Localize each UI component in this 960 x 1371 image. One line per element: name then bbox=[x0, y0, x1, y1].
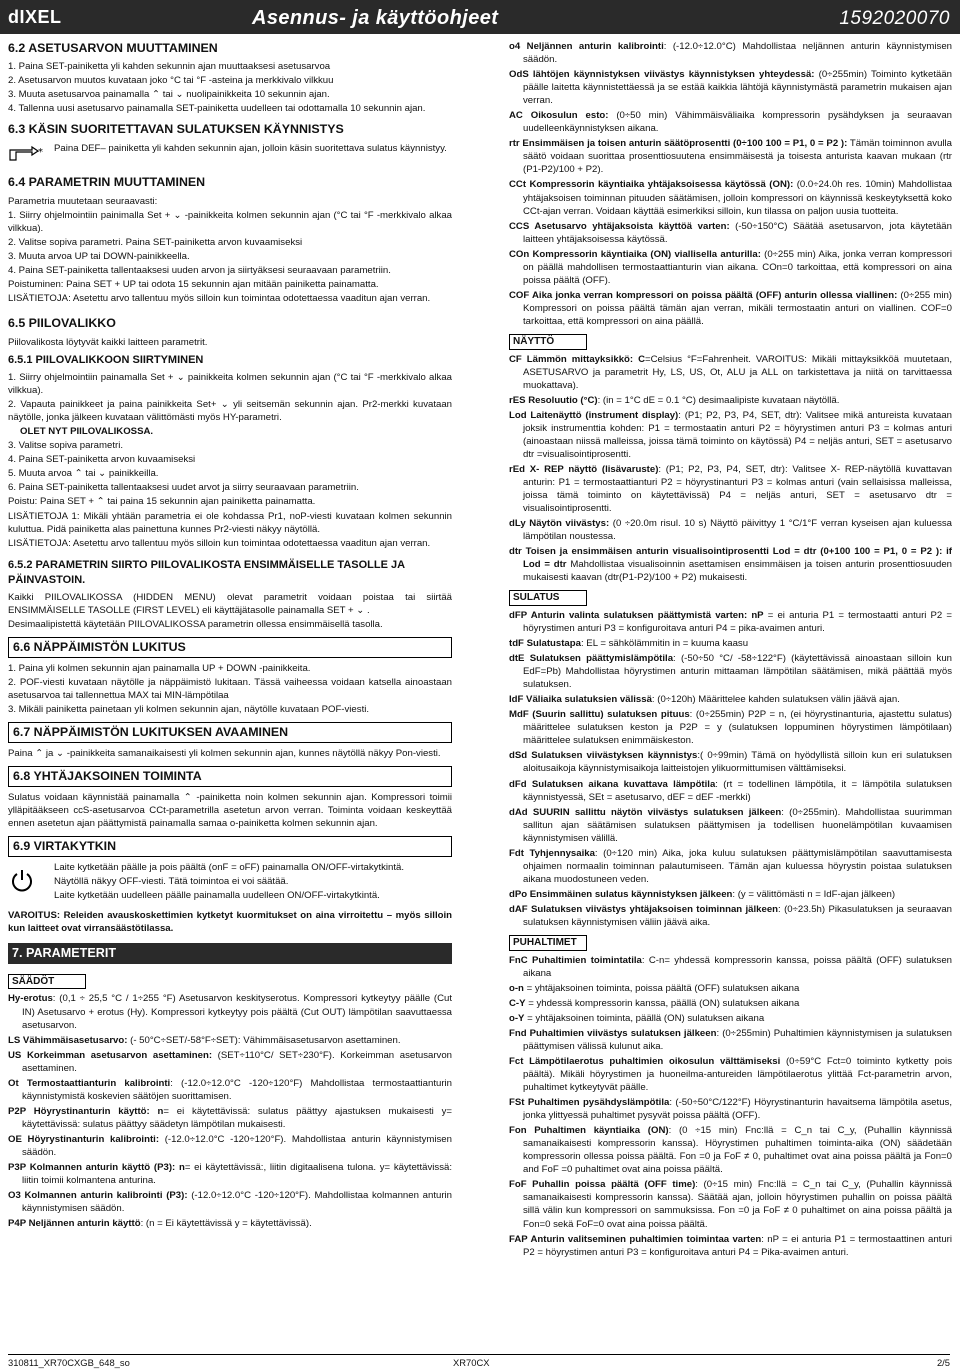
parameter-description: : (0,1 ÷ 25,5 °C / 1÷255 °F) Asetusarvon keskityserotus. Kompressori kytkeytyy päälle (Cut IN) Asetusarvo + erotus (Hy). Kompressori kytkeytyy pois päältä (Cut OUT) lämpötilan saavuttaessa asetusarvon. bbox=[22, 993, 452, 1031]
parameter-key: O3 Kolmannen anturin kalibrointi (P3): bbox=[8, 1190, 188, 1202]
list-item: 1. Paina SET-painiketta yli kahden sekunnin ajan muuttaaksesi asetusarvoa bbox=[8, 60, 331, 72]
parameter-description: = ei käytettävissä:, liitin digitaalisena tulona. y= käytettävissä: liitin toimii kolmantena anturina. bbox=[22, 1162, 452, 1187]
list-item: 4. Tallenna uusi asetusarvo painamalla SET-painiketta uudelleen tai odottamalla 10 sekunnin ajan. bbox=[8, 103, 426, 114]
parameter-description: : (0÷120 min) Aika, joka kuluu sulatuksen päättymislämpötilan saavuttamisesta ohjaimen normaalin toiminnan palautumiseen. Tämän ajan kuluessa höyrystin poistaa sulatuksen aikana muodostuneen veden. bbox=[523, 847, 952, 885]
parameter-description: : (-50÷50°C/122°F) Höyrystinanturin havaitsema lämpötila asetus, jonka ylittyessä puhaltimet pysyvät poissa päältä (OFF). bbox=[523, 1097, 952, 1122]
parameter-description: : (rt = todellinen lämpötila, it = lämpötila sulatuksen käynnistyessä, SEt = asetusarvo, dEF = dEF -merkki) bbox=[523, 778, 952, 803]
list-item: 1. Paina yli kolmen sekunnin ajan painamalla UP + DOWN -painikkeita. bbox=[8, 662, 311, 674]
parameter-entry bbox=[509, 1055, 952, 1094]
list-item: 4. Paina SET-painiketta tallentaaksesi uuden arvon ja siirtyäksesi seuraavaan parametriin. bbox=[8, 265, 391, 277]
parameter-key: rES Resoluutio (°C) bbox=[509, 394, 598, 406]
parameter-entry bbox=[509, 997, 952, 1010]
section-6-5-1-title: 6.5.1 PIILOVALIKKOON SIIRTYMINEN bbox=[8, 354, 204, 367]
parameter-entry bbox=[509, 545, 952, 584]
left-parameter-list bbox=[8, 992, 452, 1230]
parameter-entry bbox=[509, 982, 952, 995]
tag-fans: PUHALTIMET bbox=[509, 935, 587, 951]
parameter-description: : (-12.0÷12.0°C -120÷120°F) Mahdollistaa termostaattianturin käynnistymistä koskevien säätöjen suorittamisen. bbox=[22, 1077, 452, 1102]
parameter-key: P4P Neljännen anturin käyttö bbox=[8, 1218, 141, 1230]
section-6-2-list bbox=[8, 60, 452, 115]
parameter-key: dLy Näytön viivästys: bbox=[509, 518, 610, 530]
parameter-entry bbox=[509, 652, 952, 691]
parameter-description: (0÷255 min) Aika, jonka verran kompressori on päällä mahdollisen termostaattianturin vian aikana. COn=0 tarkoittaa, että kompressori on aina poissa päältä (OFF). bbox=[523, 248, 952, 286]
parameter-entry bbox=[509, 954, 952, 980]
parameter-description: Mahdollistaa visualisoinnin asettamisen ensimmäisen ja toisen anturin prosenttiosuuden mukaisesti kaavan (dtr(P1-P2)/100 + P2) mukaisesti. bbox=[523, 559, 952, 584]
parameter-entry bbox=[509, 1178, 952, 1230]
parameter-description: (0 ÷20.0m risul. 10 s) Näyttö päivittyy 1 °C/1°F verran kyseisen ajan kuluessa lämpötilan noustessa. bbox=[523, 518, 953, 543]
parameter-key: COF Aika jonka verran kompressori on poissa päältä (OFF) anturin ollessa viallinen: bbox=[509, 289, 898, 301]
parameter-description: : (y = välittömästi n = IdF-ajan jälkeen) bbox=[732, 888, 896, 900]
parameter-entry bbox=[509, 1233, 952, 1259]
parameter-description: : (in = 1°C dE = 0.1 °C) desimaalipiste kuvataan näytöllä. bbox=[597, 394, 840, 406]
parameter-key: OdS lähtöjen käynnistyksen viivästys käynnistyksen yhteydessä: bbox=[509, 69, 815, 81]
parameter-description: : (P1; P2, P3, P4, SET, dtr): Valitsee X- REP-näytöllä kuvattavan anturin: P1 = termostaattianturi P2 = höyrystinanturi P3 = kolmas anturi (vain sellaisissa malleissa, joissa tämä toiminto on käytettävissä) P4 = neljäs anturi, SET = asetusarvo dtr = visualisointiprosentti. bbox=[523, 463, 952, 515]
parameter-description: (0.0÷24.0h res. 10min) Mahdollistaa yhtäjaksoisen toiminnan pituuden säätämisen, jolloin kompressori on käynnissä keskeytyksettä koko CCt-ajan verran. Voidaan käyttää esimerkiksi silloin, kun tilassa on paljon uusia tuotteita. bbox=[523, 179, 952, 217]
parameter-key: rEd X- REP näyttö (lisävaruste) bbox=[509, 463, 659, 475]
parameter-key: dtr Toisen ja ensimmäisen anturin visualisointiprosentti Lod = dtr (0+100 100 = P1, 0 = P2 ): if Lod = dtr bbox=[509, 546, 952, 571]
parameter-description: : C-n= yhdessä kompressorin kanssa, poissa päältä (OFF) sulatuksen aikana bbox=[523, 954, 952, 979]
parameter-entry bbox=[509, 137, 952, 176]
list-item: 5. Muuta arvoa ⌃ tai ⌄ painikkeilla. bbox=[8, 468, 159, 480]
parameter-description: : (-50÷50 °C/ -58÷122°F) (käytettävissä ainoastaan silloin kun EdF=Pb) Mahdollistaa höyrystimen anturin mittaaman lämpötilan säätämisen, mikä päättää myös sulatuksen. bbox=[523, 653, 952, 691]
section-6-5-2-title: 6.5.2 PARAMETRIN SIIRTO PIILOVALIKOSTA ENSIMMÄISELLE TASOLLE JA PÄINVASTOIN. bbox=[8, 558, 405, 586]
parameter-entry bbox=[509, 847, 952, 886]
list-item: 4. Paina SET-painiketta arvon kuvaamiseksi bbox=[8, 454, 196, 466]
footer-model: XR70CX bbox=[453, 1357, 490, 1368]
parameter-entry bbox=[8, 1049, 452, 1075]
tag-display: NÄYTTÖ bbox=[509, 334, 587, 350]
list-item: 2. Valitse sopiva parametri. Paina SET-painiketta arvon kuvaamiseksi bbox=[8, 236, 303, 248]
parameter-entry bbox=[509, 289, 952, 328]
parameter-entry bbox=[509, 463, 952, 515]
parameter-description: (-12.0÷12.0°C -120÷120°F). Mahdollistaa anturin käynnistymisen säädön. bbox=[22, 1133, 452, 1158]
parameter-description: (0÷255 min) Kompressori on poissa päältä tämän ajan verran, mikäli termostaatin anturi on viallinen. COF=0 tarkoittaa, että kompressori on aina päällä. bbox=[523, 289, 952, 327]
parameter-description: : (0÷255min). Mahdollistaa suurimman sallitun ajan säätämisen sulatuksen päättymisen ja todellisen huonelämpötilan kuvaamisen käynnistymisen välillä. bbox=[523, 806, 952, 844]
parameter-entry bbox=[8, 1161, 452, 1187]
parameter-entry bbox=[509, 888, 952, 901]
parameter-key: FoF Puhallin poissa päältä (OFF time) bbox=[509, 1179, 696, 1191]
tag-settings: SÄÄDÖT bbox=[8, 974, 86, 990]
list-item: 3. Valitse sopiva parametri. bbox=[8, 440, 123, 452]
list-item: OLET NYT PIILOVALIKOSSA. bbox=[20, 426, 154, 438]
parameter-key: FnC Puhaltimien toimintatila bbox=[509, 954, 642, 966]
document-code: 1592020070 bbox=[839, 8, 950, 29]
parameter-key: Fct Lämpötilaerotus puhaltimien oikosulun välttämiseksi bbox=[509, 1055, 781, 1067]
left-column bbox=[8, 40, 452, 1232]
parameter-key: C-Y bbox=[509, 997, 526, 1009]
section-6-4-exit: Poistuminen: Paina SET + UP tai odota 15 sekunnin ajan mitään painiketta painamatta. bbox=[8, 279, 379, 291]
parameter-entry bbox=[8, 1133, 452, 1159]
parameter-entry bbox=[509, 609, 952, 635]
parameter-key: P2P Höyrystinanturin käyttö: n bbox=[8, 1105, 164, 1117]
list-item: 3. Muuta asetusarvoa painamalla ⌃ tai ⌄ nuolipainikkeita 10 sekunnin ajan. bbox=[8, 88, 330, 100]
parameter-description: = yhtäjaksoinen toiminta, poissa päältä (OFF) sulatuksen aikana bbox=[523, 982, 800, 994]
parameter-entry bbox=[8, 992, 452, 1031]
parameter-entry bbox=[8, 1217, 452, 1230]
parameter-entry bbox=[8, 1189, 452, 1215]
parameter-entry bbox=[509, 749, 952, 775]
parameter-entry bbox=[509, 409, 952, 461]
parameter-entry bbox=[509, 40, 952, 66]
section-6-5-note2: LISÄTIETOJA: Asetettu arvo tallentuu myös silloin kun toimintaa odotettaessa vaaditun ajan verran. bbox=[8, 537, 431, 549]
parameter-key: dFP Anturin valinta sulatuksen päättymistä varten: nP bbox=[509, 609, 764, 621]
parameter-entry bbox=[8, 1034, 452, 1047]
parameter-key: AC Oikosulun esto: bbox=[509, 110, 609, 122]
parameter-key: rtr Ensimmäisen ja toisen anturin säätöprosentti (0÷100 100 = P1, 0 = P2 ): bbox=[509, 138, 848, 150]
parameter-key: LS Vähimmäisasetusarvo: bbox=[8, 1034, 128, 1046]
parameter-description: : (0÷255min) Puhaltimien käynnistymisen ja sulatuksen päättymisen välissä kulunut aika. bbox=[523, 1027, 952, 1052]
parameter-key: COn Kompressorin käyntiaika (ON) viallisella anturilla: bbox=[509, 248, 761, 260]
parameter-key: Fnd Puhaltimien viivästys sulatuksen jälkeen bbox=[509, 1027, 717, 1039]
parameter-key: CF Lämmön mittayksikkö: C bbox=[509, 353, 646, 365]
parameter-description: (- 50°C÷SET/-58°F÷SET): Vähimmäisasetusarvon asettaminen. bbox=[127, 1034, 401, 1046]
list-item: 2. Vapauta painikkeet ja paina painikkeita Set+ ⌄ yli seitsemän sekunnin ajan. Pr2-merkki kuvataan näytölle, jonka jälkeen kuvataan välittömästi myös HY-parametri. bbox=[8, 399, 452, 424]
parameter-key: OE Höyrystinanturin kalibrointi: bbox=[8, 1133, 160, 1145]
parameter-entry bbox=[509, 517, 952, 543]
section-6-9-line: Näytöllä näkyy OFF-viesti. Tätä toimintoa ei voi säätää. bbox=[54, 875, 289, 887]
parameter-description: = yhdessä kompressorin kanssa, päällä (ON) sulatuksen aikana bbox=[525, 997, 800, 1009]
parameter-entry bbox=[509, 903, 952, 929]
section-6-4-note: LISÄTIETOJA: Asetettu arvo tallentuu myös silloin kun toimintaa odotettaessa vaaditun ajan verran. bbox=[8, 293, 431, 305]
parameter-description: : (0÷120h) Määrittelee kahden sulatuksen välin jäävä ajan. bbox=[651, 694, 900, 706]
parameter-key: dPo Ensimmäinen sulatus käynnistyksen jälkeen bbox=[509, 888, 733, 900]
parameter-entry bbox=[509, 778, 952, 804]
list-item: 6. Paina SET-painiketta tallentaaksesi uudet arvot ja siirry seuraavaan parametriin. bbox=[8, 482, 359, 494]
section-6-3-title: 6.3 KÄSIN SUORITETTAVAN SULATUKSEN KÄYNNISTYS bbox=[8, 122, 344, 137]
section-6-7-text: Paina ⌃ ja ⌄ -painikkeita samanaikaisesti yli kolmen sekunnin ajan, kunnes näytöllä näkyy Pon-viesti. bbox=[8, 747, 441, 759]
section-6-9-body bbox=[8, 861, 452, 903]
parameter-description: = ei anturia P1 = termostaatti anturi P2 = höyrystimen anturi P3 = konfiguroitava anturi P4 = pika-avaimen anturi. bbox=[523, 609, 953, 635]
parameter-key: US Korkeimman asetusarvon asettaminen: bbox=[8, 1049, 213, 1061]
parameter-entry bbox=[509, 68, 952, 107]
section-6-3-text: Paina DEF– painiketta yli kahden sekunnin ajan, jolloin käsin suoritettava sulatus käynnistyy. bbox=[54, 142, 447, 154]
parameter-description: Tämän toiminnon avulla säätö voidaan suorittaa prosenttiosuutena ensimmäisestä ja toisesta anturista kaavan mukaan (rtr (P1-P2)/100 + P2). bbox=[523, 138, 952, 176]
parameter-key: o-Y bbox=[509, 1012, 525, 1024]
section-6-8-title: 6.8 YHTÄJAKSOINEN TOIMINTA bbox=[8, 766, 452, 787]
section-7-title: 7. PARAMETERIT bbox=[8, 943, 452, 964]
section-6-5-note1: LISÄTIETOJA 1: Mikäli yhtään parametria ei ole kohdassa Pr1, noP-viesti kuvataan kolmen sekunnin kuluttua. Pidä painiketta alas painettuna kunnes Pr2-viesti näkyy näytöllä. bbox=[8, 510, 452, 535]
parameter-entry bbox=[509, 1012, 952, 1025]
parameter-description: (0÷50 min) Vähimmäisväliaika kompressorin pysähdyksen ja seuraavan uudelleenkäynnistyksen aikana. bbox=[523, 110, 952, 135]
parameter-entry bbox=[509, 248, 952, 287]
parameter-entry bbox=[509, 708, 952, 747]
parameter-description: (0÷59°C Fct=0 toiminto kytketty pois päältä). Mikäli höyrystimen ja huoneilma-antureiden lämpötilaerotus ylittää Fct-parametrin arvon, puhaltimet kytkeytyvät päälle. bbox=[523, 1055, 952, 1094]
parameter-key: tdF Sulatustapa bbox=[509, 638, 581, 650]
parameter-list-b bbox=[509, 353, 952, 585]
parameter-key: dAd SUURIN sallittu näytön viivästys sulatuksen jälkeen bbox=[509, 806, 782, 818]
parameter-list-a bbox=[509, 40, 952, 328]
section-6-4-title: 6.4 PARAMETRIN MUUTTAMINEN bbox=[8, 174, 206, 189]
parameter-entry bbox=[8, 1105, 452, 1131]
parameter-key: dSd Sulatuksen viivästyksen käynnistys bbox=[509, 750, 698, 762]
parameter-key: P3P Kolmannen anturin käyttö (P3): n bbox=[8, 1162, 185, 1174]
parameter-description: = ei käytettävissä: sulatus päättyy ajastuksen mukaisesti y= käytettävissä: sulatus päättyy säädetyn lämpötilan mukaisesti. bbox=[22, 1105, 452, 1130]
parameter-list-d bbox=[509, 954, 952, 1259]
parameter-description: (SET÷110°C/ SET÷230°F). Korkeimman asetusarvon asettaminen. bbox=[22, 1049, 453, 1074]
list-item: 1. Siirry ohjelmointiin painimalla Set + ⌄ -painikkeita kolmen sekunnin ajan (°C tai °F -merkkivalo alkaa vilkkua). bbox=[8, 209, 452, 234]
parameter-description: : (0÷15 min) Fnc:llä = C_n tai C_y, (Puhallin käynnissä samanaikaisesti kompressorin kanssa). Säätää ajan, jolloin höyrystimen puhallin on poissa päältä sillä välin kun kompressori on sammuksissa. Fon =0 ja FoF ≠ 0 puhaltimet on aina poissa päältä ja Fon=0 sekä FoF=0 ovat aina poissa päältä. bbox=[523, 1179, 952, 1230]
parameter-description: (0÷255min) Toiminto kytketään päälle laitetta käynnistettäessä ja se estää kaikkia lähtöjä käynnistymästä parametrin mukaisen ajan verran. bbox=[523, 69, 952, 107]
svg-text:*: * bbox=[38, 146, 43, 158]
parameter-key: FAP Anturin valitseminen puhaltimien toimintaa varten bbox=[509, 1233, 762, 1245]
parameter-entry bbox=[509, 1027, 952, 1053]
parameter-key: Fdt Tyhjennysaika bbox=[509, 847, 595, 859]
parameter-entry bbox=[509, 1096, 952, 1122]
power-icon bbox=[8, 861, 54, 899]
section-6-8-text: Sulatus voidaan käynnistää painamalla ⌃ -painiketta noin kolmen sekunnin ajan. Kompressori toimii ylläpitääkseen ccS-asetusarvoa CCt-parametrilla asetetun arvon verran. Toiminta voidaan keskeyttää ennen asetetun ajan päättymistä painamalla samaa o-painiketta kolmen sekunnin ajan. bbox=[8, 791, 452, 829]
right-column bbox=[509, 40, 952, 1261]
footer-page-number: 2/5 bbox=[936, 1357, 950, 1368]
parameter-key: Fon Puhaltimen käyntiaika (ON) bbox=[509, 1125, 669, 1137]
parameter-key: dAF Sulatuksen viivästys yhtäjaksoisen toiminnan jälkeen bbox=[509, 903, 779, 915]
parameter-entry bbox=[509, 220, 952, 246]
parameter-key: CCt Kompressorin käyntiaika yhtäjaksoisessa käytössä (ON): bbox=[509, 179, 794, 191]
list-item: 3. Muuta arvoa UP tai DOWN-painikkeella. bbox=[8, 251, 190, 262]
parameter-key: CCS Asetusarvo yhtäjaksoista käyttöä varten: bbox=[509, 220, 730, 232]
list-item: 2. Asetusarvon muutos kuvataan joko °C tai °F -asteina ja merkkivalo vilkkuu bbox=[8, 74, 334, 86]
section-6-5-title: 6.5 PIILOVALIKKO bbox=[8, 316, 116, 331]
parameter-description: =Celsius °F=Fahrenheit. VAROITUS: Mikäli mittayksikköä muutetaan, ASETUSARVO ja parametrit Hy, LS, US, Ot, ALU ja ALL on tarkistettava ja niitä on tarvittaessa muokattava). bbox=[523, 353, 952, 391]
parameter-description: : (0 ÷15 min) Fnc:llä = C_n tai C_y, (Puhallin käynnissä samanaikaisesti kompressorin kanssa). Höyrystimen puhaltimen toiminta-aika (ON) säädetään kompressorin ollessa poissa päältä. Fon =0 ja FoF ≠ 0, puhaltimet ovat aina poissa päältä ja Fon=0 and FoF =0 puhaltimet ovat aina poissa päältä. bbox=[523, 1125, 952, 1176]
parameter-entry bbox=[509, 693, 952, 706]
parameter-description: : (0÷23.5h) Pikasulatuksen ja seuraavan sulatuksen käynnistymisen väliin jäävä aika. bbox=[523, 903, 952, 928]
parameter-key: dtE Sulatuksen päättymislämpötila bbox=[509, 653, 674, 665]
section-6-7-title: 6.7 NÄPPÄIMISTÖN LUKITUKSEN AVAAMINEN bbox=[8, 722, 452, 743]
list-item: 3. Mikäli painiketta painetaan yli kolmen sekunnin ajan, näytölle kuvataan POF-viesti. bbox=[8, 703, 370, 715]
parameter-key: Ot Termostaattianturin kalibrointi bbox=[8, 1077, 171, 1089]
pointing-hand-icon bbox=[8, 142, 54, 168]
section-6-5-intro: Piilovalikosta löytyvät kaikki laitteen parametrit. bbox=[8, 337, 208, 349]
section-6-2-title: 6.2 ASETUSARVON MUUTTAMINEN bbox=[8, 41, 218, 55]
parameter-description: (-12.0÷12.0°C -120÷120°F). Mahdollistaa kolmannen anturin käynnistymisen säädön. bbox=[22, 1190, 452, 1215]
section-6-5-2-text2: Desimaalipistettä käytetään PIILOVALIKOSSA parametrin ollessa ensimmäisellä tasolla. bbox=[8, 618, 383, 630]
parameter-description: : (P1; P2, P3, P4, SET, dtr): Valitsee mikä antureista kuvataan joksik instrumenttia kohden: P1 = termostaatin anturi P2 = höyrystimen anturi P3 = kolmas anturi (ainoastaan niissä malleissa, joissa tämä toiminto on käytössä) P4 = neljäs anturi, SET = asetusarvo dtr =visualisointiprosentti. bbox=[523, 409, 952, 460]
list-item: 2. POF-viesti kuvataan näytölle ja näppäimistö lukitaan. Tässä vaiheessa voidaan katsella ainoastaan asetusarvoa tai tallennettua MAX tai MIN-lämpötilaa bbox=[8, 676, 452, 701]
parameter-entry bbox=[509, 1124, 952, 1176]
section-6-4-intro: Parametria muutetaan seuraavasti: bbox=[8, 195, 158, 207]
parameter-description: : (n = Ei käytettävissä y = käytettävissä). bbox=[140, 1218, 312, 1230]
parameter-list-c bbox=[509, 609, 952, 929]
section-6-6-title: 6.6 NÄPPÄIMISTÖN LUKITUS bbox=[8, 637, 452, 658]
parameter-description: : (-12.0÷12.0°C) Mahdollistaa neljännen anturin käynnistymisen säädön. bbox=[523, 41, 952, 66]
parameter-description: : (0÷255min) P2P = n, (ei höyrystinanturia, ajastettu sulatus) määrittelee sulatuksen keston ja P2P = y (sulatuksen loppuminen höyrystimen lämpötilaan) määrittelee sulatuksen enimmäiskeston. bbox=[523, 709, 952, 747]
section-6-9-line: Laite kytketään uudelleen päälle painamalla uudelleen ON/OFF-virtakytkintä. bbox=[54, 889, 380, 901]
parameter-key: FSt Puhaltimen pysähdyslämpötila bbox=[509, 1097, 670, 1109]
section-6-9-warning: VAROITUS: Releiden avauskoskettimien kytketyt kuormitukset on aina virroitettu – myös silloin kun laitteet ovat virransäästötilassa. bbox=[8, 909, 452, 934]
page-header bbox=[0, 0, 960, 34]
document-title: Asennus- ja käyttöohjeet bbox=[252, 7, 499, 29]
parameter-key: MdF (Suurin sallittu) sulatuksen pituus bbox=[509, 709, 690, 721]
page-footer bbox=[8, 1354, 950, 1369]
parameter-entry bbox=[509, 637, 952, 650]
parameter-entry bbox=[509, 806, 952, 845]
parameter-description: = yhtäjaksoinen toiminta, päällä (ON) sulatuksen aikana bbox=[524, 1012, 765, 1024]
parameter-key: Hy-erotus bbox=[8, 993, 53, 1005]
parameter-key: o-n bbox=[509, 982, 524, 994]
parameter-entry bbox=[509, 109, 952, 135]
footer-doc-id: 310811_XR70CXGB_648_so bbox=[8, 1357, 130, 1368]
parameter-entry bbox=[509, 178, 952, 217]
parameter-entry bbox=[509, 394, 952, 407]
parameter-description: : nP = ei anturia P1 = termostaattinen anturi P2 = höyrystimen anturi P3 = konfiguroitava anturi P4 = Pika-avaimen anturi. bbox=[523, 1233, 953, 1258]
parameter-description: (-50÷150°C) Säätää asetusarvon, jota käytetään laitteen yhtäjaksoisessa käytössä. bbox=[523, 220, 952, 245]
list-item: 1. Siirry ohjelmointiin painamalla Set + ⌄ painikkeita kolmen sekunnin ajan (°C tai °F -merkkivalo alkaa vilkkua). bbox=[8, 372, 452, 397]
tag-defrost: SULATUS bbox=[509, 590, 587, 606]
section-6-9-title: 6.9 VIRTAKYTKIN bbox=[8, 836, 452, 857]
parameter-entry bbox=[8, 1077, 452, 1103]
parameter-key: Lod Laitenäyttö (instrument display) bbox=[509, 409, 679, 421]
parameter-key: IdF Väliaika sulatuksien välissä bbox=[509, 694, 652, 706]
section-6-3-body bbox=[8, 142, 452, 168]
parameter-description: : EL = sähkölämmitin in = kuuma kaasu bbox=[580, 638, 749, 650]
section-6-9-line: Laite kytketään päälle ja pois päältä (onF = oFF) painamalla ON/OFF-virtakytkintä. bbox=[54, 861, 405, 873]
section-6-5-exit: Poistu: Paina SET + ⌃ tai paina 15 sekunnin ajan painiketta painamatta. bbox=[8, 496, 316, 508]
parameter-key: dFd Sulatuksen aikana kuvattava lämpötila bbox=[509, 778, 716, 790]
brand-logo: dIXEL bbox=[8, 7, 62, 27]
parameter-key: o4 Neljännen anturin kalibrointi bbox=[509, 41, 664, 52]
section-6-5-2-text: Kaikki PIILOVALIKOSSA (HIDDEN MENU) olevat parametrit voidaan poistaa tai siirtää ENSIMMÄISELLE TASOLLE (FIRST LEVEL) eli käyttäjätasolle painamalla SET + ⌄ . bbox=[8, 591, 452, 616]
parameter-entry bbox=[509, 353, 952, 392]
parameter-description: :( 0÷99min) Tämä on hyödyllistä silloin kun eri sulatuksen aloitusaikoja käynnistymisaikoja laitteistojen ylikuormittumisen välttämiseksi. bbox=[523, 750, 952, 775]
